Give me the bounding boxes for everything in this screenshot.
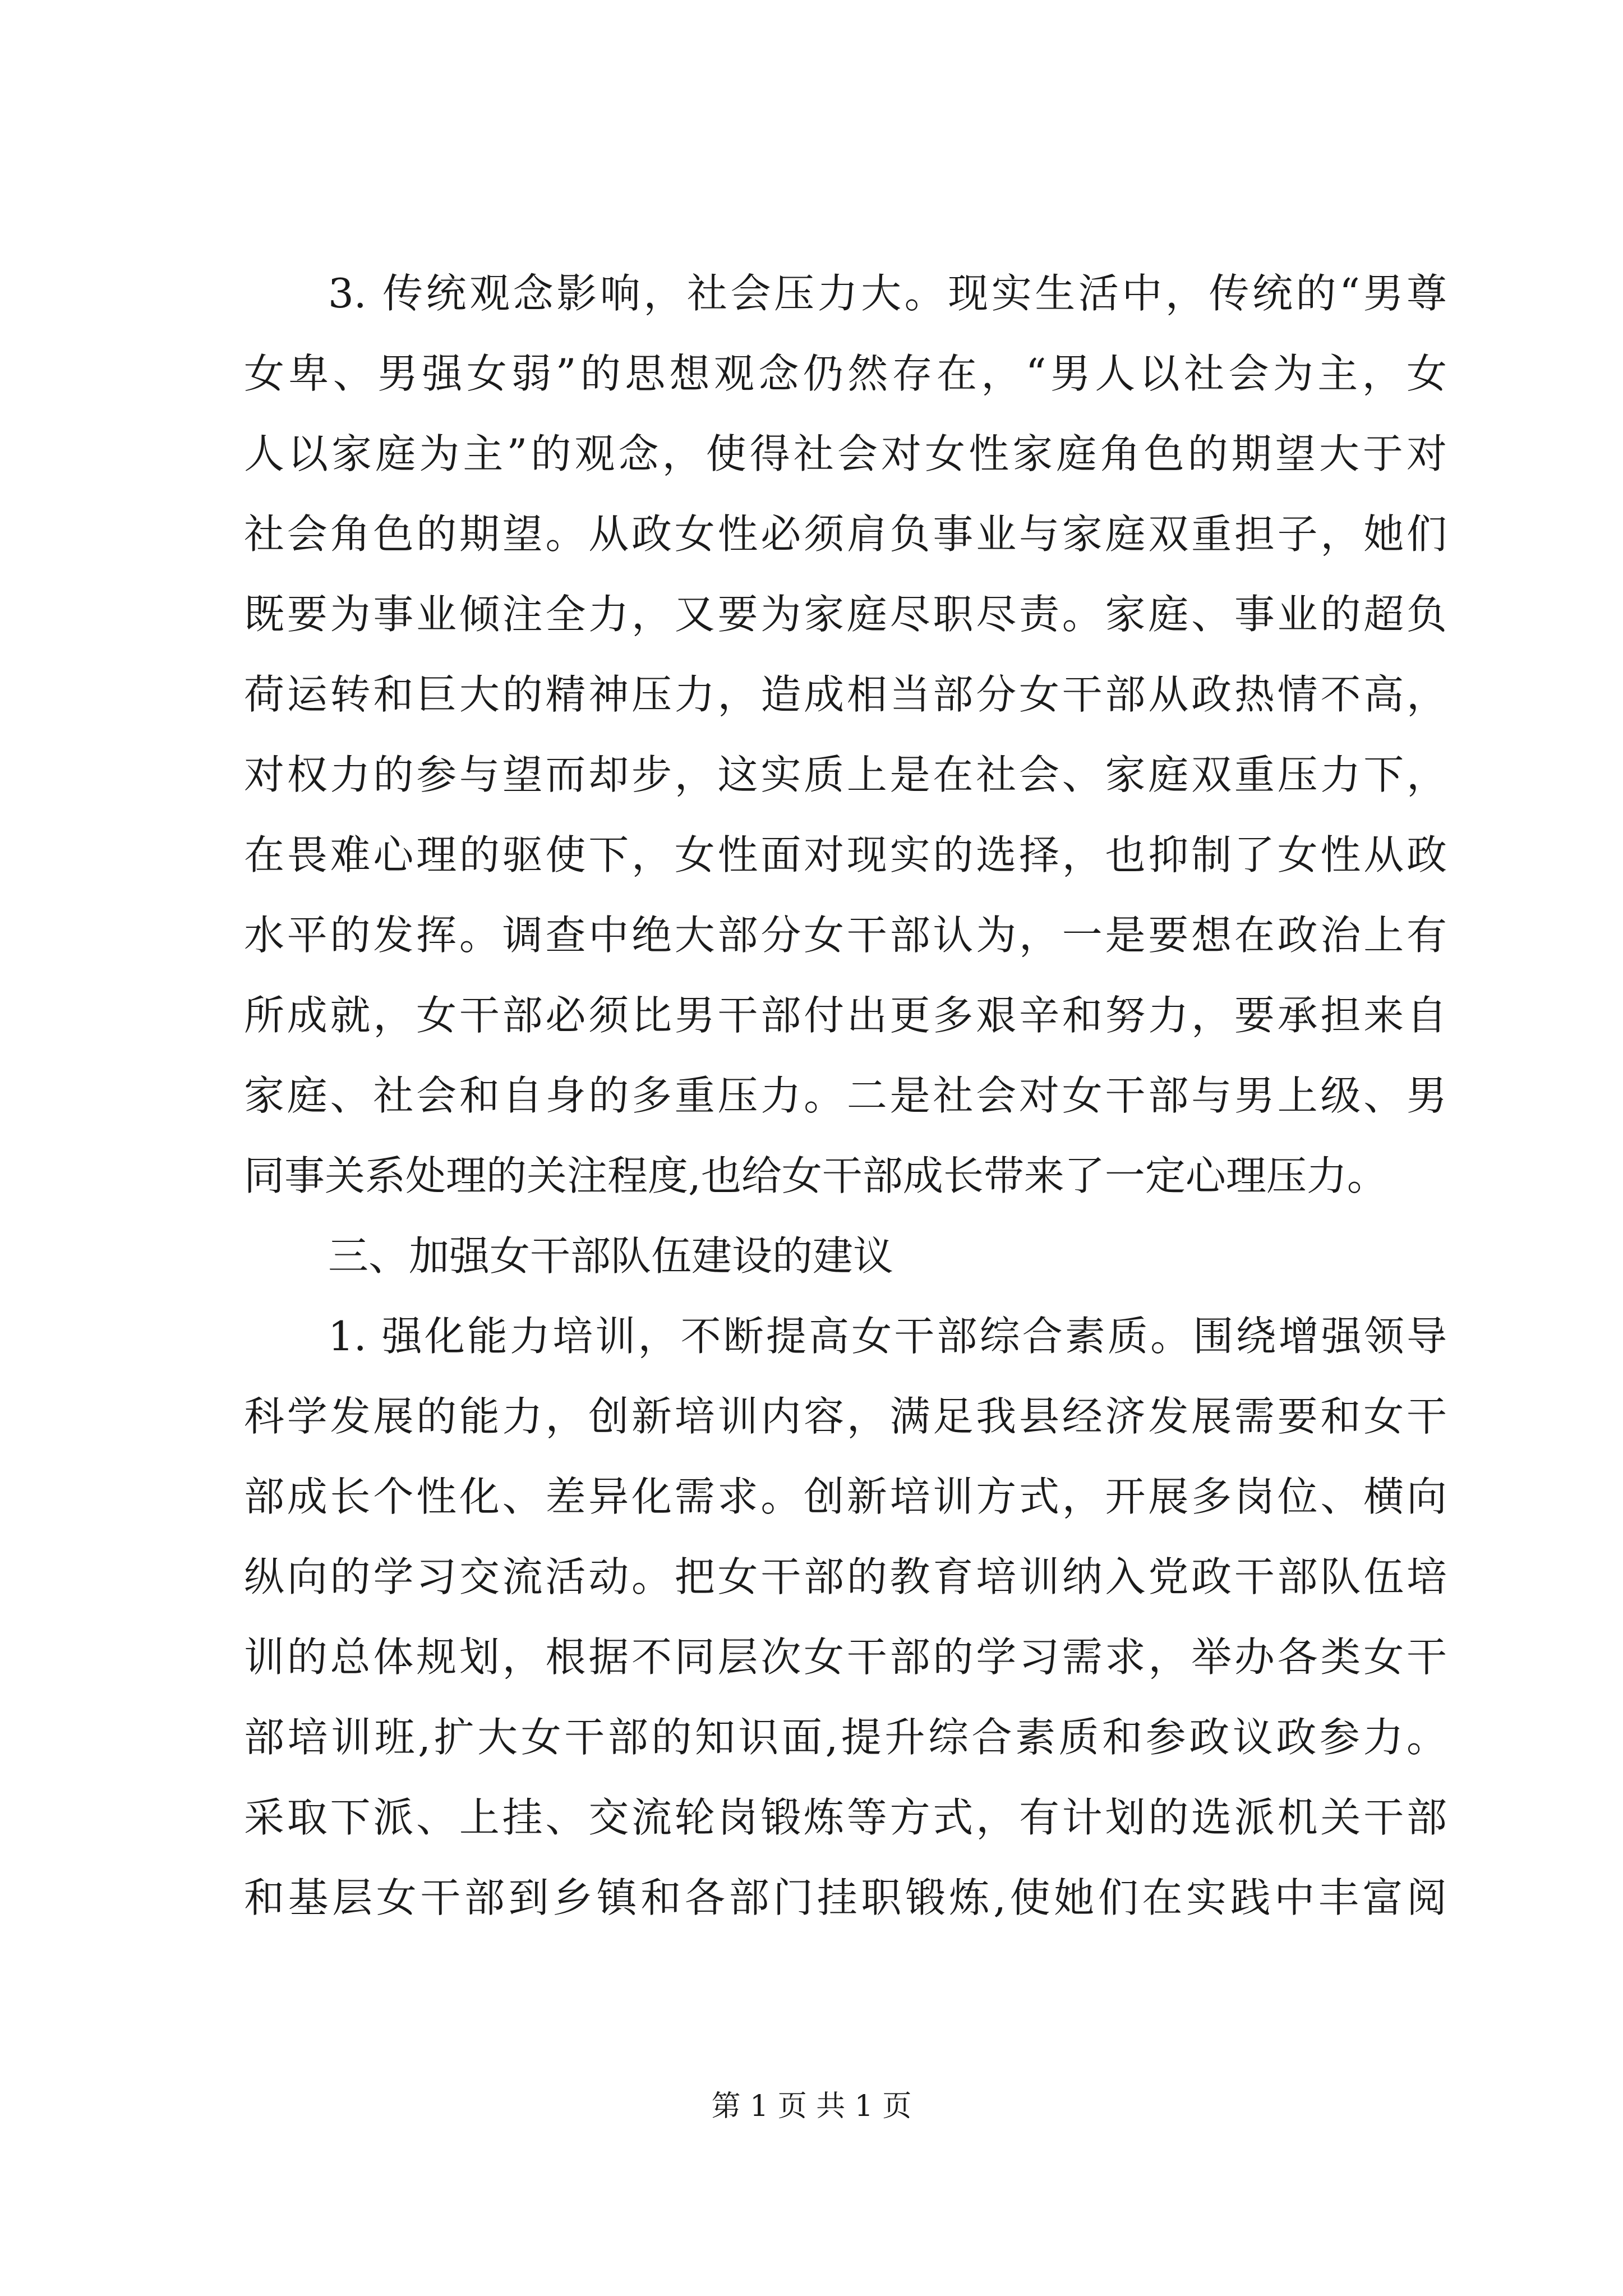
- text-line: 女卑、男强女弱”的思想观念仍然存在，“男人以社会为主，女: [244, 350, 1447, 397]
- text-line: 人以家庭为主”的观念，使得社会对女性家庭角色的期望大于对: [244, 430, 1447, 477]
- page-footer: 第 1 页 共 1 页: [711, 2090, 912, 2123]
- document-body: [244, 254, 1447, 1938]
- text-line: 同事关系处理的关注程度,也给女干部成长带来了一定心理压力。: [244, 1152, 1387, 1199]
- text-line: 在畏难心理的驱使下，女性面对现实的选择，也抑制了女性从政: [244, 831, 1447, 878]
- text-line: 水平的发挥。调查中绝大部分女干部认为，一是要想在政治上有: [244, 912, 1447, 959]
- text-line: 科学发展的能力，创新培训内容，满足我县经济发展需要和女干: [244, 1393, 1447, 1440]
- text-line: 和基层女干部到乡镇和各部门挂职锻炼,使她们在实践中丰富阅: [244, 1874, 1447, 1921]
- text-line: 3. 传统观念影响，社会压力大。现实生活中，传统的“男尊: [328, 270, 1447, 317]
- text-line: 既要为事业倾注全力，又要为家庭尽职尽责。家庭、事业的超负: [244, 591, 1447, 638]
- text-line: 所成就，女干部必须比男干部付出更多艰辛和努力，要承担来自: [244, 992, 1447, 1039]
- text-line: 对权力的参与望而却步，这实质上是在社会、家庭双重压力下，: [244, 751, 1447, 798]
- text-line: 社会角色的期望。从政女性必须肩负事业与家庭双重担子，她们: [244, 510, 1447, 558]
- text-line: 部培训班,扩大女干部的知识面,提升综合素质和参政议政参力。: [244, 1714, 1447, 1761]
- text-line: 采取下派、上挂、交流轮岗锻炼等方式，有计划的选派机关干部: [244, 1794, 1447, 1841]
- text-line: 训的总体规划，根据不同层次女干部的学习需求，举办各类女干: [244, 1634, 1447, 1681]
- text-line: 1. 强化能力培训，不断提高女干部综合素质。围绕增强领导: [328, 1313, 1447, 1360]
- text-line: 部成长个性化、差异化需求。创新培训方式，开展多岗位、横向: [244, 1473, 1447, 1520]
- section-heading: 三、加强女干部队伍建设的建议: [328, 1232, 894, 1280]
- text-line: 荷运转和巨大的精神压力，造成相当部分女干部从政热情不高，: [244, 671, 1447, 718]
- text-line: 纵向的学习交流活动。把女干部的教育培训纳入党政干部队伍培: [244, 1553, 1447, 1600]
- text-line: 家庭、社会和自身的多重压力。二是社会对女干部与男上级、男: [244, 1072, 1447, 1119]
